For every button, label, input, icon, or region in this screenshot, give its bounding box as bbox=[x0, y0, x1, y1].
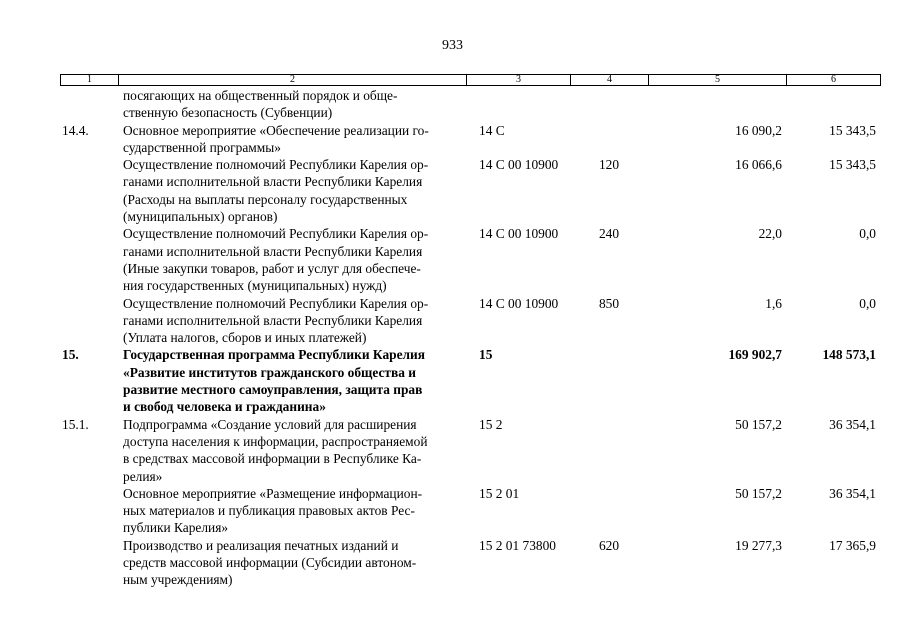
row-amount-planned: 50 157,2 bbox=[735, 485, 782, 501]
row-target-code: 15 2 bbox=[479, 416, 503, 432]
page-number: 933 bbox=[442, 38, 463, 53]
row-amount-actual: 0,0 bbox=[859, 295, 876, 311]
table-row bbox=[60, 156, 880, 225]
row-expense-type: 240 bbox=[598, 226, 620, 242]
row-number bbox=[60, 156, 118, 225]
row-number bbox=[60, 295, 118, 347]
row-amount-actual: 15 343,5 bbox=[829, 122, 876, 138]
row-expense-type bbox=[570, 416, 648, 485]
row-name: Основное мероприятие «Обеспечение реализации го- сударственной программы» bbox=[123, 122, 429, 155]
row-amount-planned: 1,6 bbox=[765, 295, 782, 311]
row-name: Осуществление полномочий Республики Карелия ор- ганами исполнительной власти Республики Карелия (Расходы на выплаты персоналу государственных (муниципальных) органов) bbox=[123, 157, 429, 225]
row-target-code: 14 С 00 10900 bbox=[479, 295, 559, 311]
row-expense-type: 850 bbox=[598, 295, 620, 311]
row-expense-type bbox=[570, 485, 648, 537]
row-target-code: 14 С 00 10900 bbox=[479, 226, 559, 242]
row-amount-planned: 169 902,7 bbox=[728, 347, 782, 363]
row-name: Основное мероприятие «Размещение информацион- ных материалов и публикация правовых актов Рес- публики Карелия» bbox=[123, 485, 423, 536]
row-target-code: 14 С 00 10900 bbox=[479, 157, 559, 173]
header-col-2: 2 bbox=[119, 75, 467, 86]
row-expense-type: 620 bbox=[598, 537, 620, 553]
row-expense-type bbox=[570, 346, 648, 415]
row-amount-actual: 17 365,9 bbox=[829, 537, 876, 553]
column-number-header bbox=[60, 74, 881, 86]
row-target-code: 15 2 01 73800 bbox=[479, 537, 556, 553]
row-expense-type bbox=[570, 87, 648, 122]
table-row bbox=[60, 416, 880, 485]
row-name: Подпрограмма «Создание условий для расширения доступа населения к информации, распространяемой в средствах массовой информации в Республике Ка- релия» bbox=[123, 416, 428, 484]
row-expense-type: 120 bbox=[598, 157, 620, 173]
row-amount-planned bbox=[648, 87, 786, 122]
row-number bbox=[60, 485, 118, 537]
row-number bbox=[60, 225, 118, 294]
row-target-code bbox=[466, 87, 570, 122]
row-amount-actual: 36 354,1 bbox=[829, 485, 876, 501]
table-row bbox=[60, 87, 880, 122]
row-amount-actual: 15 343,5 bbox=[829, 157, 876, 173]
table-row bbox=[60, 346, 880, 415]
row-number bbox=[60, 87, 118, 122]
table-row bbox=[60, 122, 880, 157]
header-col-4: 4 bbox=[571, 75, 649, 86]
row-amount-planned: 50 157,2 bbox=[735, 416, 782, 432]
row-number: 15. bbox=[62, 347, 79, 363]
row-target-code: 15 2 01 bbox=[479, 485, 520, 501]
row-number: 15.1. bbox=[62, 416, 89, 432]
row-target-code: 15 bbox=[479, 347, 493, 363]
row-amount-planned: 19 277,3 bbox=[735, 537, 782, 553]
row-name: Государственная программа Республики Карелия «Развитие институтов гражданского общества и развитие местного самоуправления, защита прав и свобод человека и гражданина» bbox=[123, 347, 426, 415]
row-expense-type bbox=[570, 122, 648, 157]
row-name: Осуществление полномочий Республики Карелия ор- ганами исполнительной власти Республики Карелия (Иные закупки товаров, работ и услуг для обеспече- ния государственных (муниципальных) нужд) bbox=[123, 226, 429, 294]
row-name: Производство и реализация печатных изданий и средств массовой информации (Субсидии автоном- ным учреждениям) bbox=[123, 537, 417, 588]
table-row bbox=[60, 225, 880, 294]
row-amount-planned: 16 090,2 bbox=[735, 122, 782, 138]
table-row bbox=[60, 485, 880, 537]
row-name: Осуществление полномочий Республики Карелия ор- ганами исполнительной власти Республики Карелия (Уплата налогов, сборов и иных платежей) bbox=[123, 295, 429, 346]
row-number: 14.4. bbox=[62, 122, 89, 138]
row-name: посягающих на общественный порядок и обще- ственную безопасность (Субвенции) bbox=[123, 88, 398, 121]
row-amount-actual: 0,0 bbox=[859, 226, 876, 242]
table-row bbox=[60, 295, 880, 347]
row-target-code: 14 С bbox=[479, 122, 505, 138]
header-col-3: 3 bbox=[467, 75, 571, 86]
row-amount-planned: 16 066,6 bbox=[735, 157, 782, 173]
table-row bbox=[60, 537, 880, 589]
row-amount-actual: 36 354,1 bbox=[829, 416, 876, 432]
row-number bbox=[60, 537, 118, 589]
header-col-1: 1 bbox=[61, 75, 119, 86]
header-col-5: 5 bbox=[649, 75, 787, 86]
budget-table bbox=[60, 87, 880, 589]
row-amount-actual: 148 573,1 bbox=[822, 347, 876, 363]
row-amount-actual bbox=[786, 87, 880, 122]
header-col-6: 6 bbox=[787, 75, 881, 86]
row-amount-planned: 22,0 bbox=[758, 226, 782, 242]
